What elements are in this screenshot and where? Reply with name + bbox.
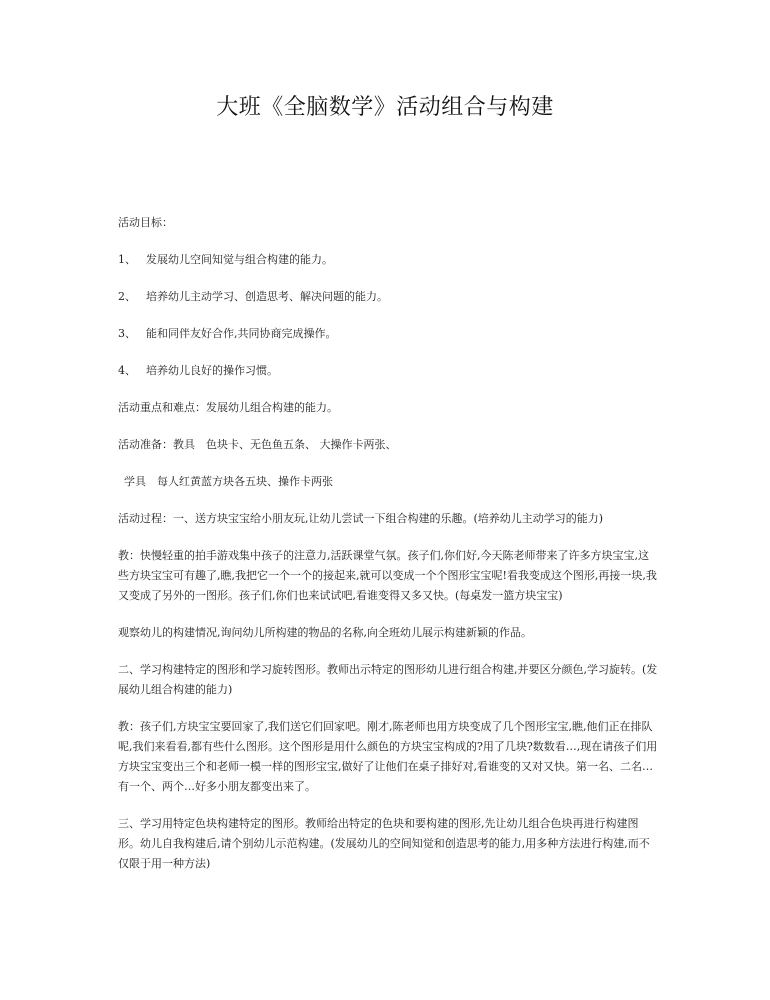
process-step-2: 二、学习构建特定的图形和学习旋转图形。教师出示特定的图形幼儿进行组合构建,并要区分颜色,学习旋转。(发展幼儿组合构建的能力) [118, 663, 658, 696]
goal-text: 培养幼儿良好的操作习惯。 [146, 364, 278, 377]
goal-item [118, 250, 658, 270]
preparation-teacher: 活动准备：教具 色块卡、无色鱼五条、 大操作卡两张、 [118, 438, 397, 451]
goal-heading: 活动目标： [118, 216, 173, 229]
goal-text: 能和同伴友好合作,共同协商完成操作。 [146, 327, 337, 340]
preparation-student: 学具 每人红黄蓝方块各五块、操作卡两张 [124, 475, 333, 488]
process-step-1: 活动过程：一、送方块宝宝给小朋友玩,让幼儿尝试一下组合构建的乐趣。(培养幼儿主动学习的能力) [118, 512, 604, 525]
process-step-3: 三、学习用特定色块构建特定的图形。教师给出特定的色块和要构建的图形,先让幼儿组合色块再进行构建图形。幼儿自我构建后,请个别幼儿示范构建。(发展幼儿的空间知觉和创造思考的能力,用多种方法进行构建,而不仅限于用一种方法) [118, 817, 650, 870]
goal-item [118, 287, 658, 307]
paragraph-teaching-1: 教：快慢轻重的拍手游戏集中孩子的注意力,活跃课堂气氛。孩子们,你们好,今天陈老师带来了许多方块宝宝,这些方块宝宝可有趣了,瞧,我把它一个一个的接起来,就可以变成一个个图形宝宝呢!看我变成这个图形,再接一块,我又变成了另外的一图形。孩子们,你们也来试试吧,看谁变得又多又快。(每桌发一篮方块宝宝) [118, 549, 657, 602]
goal-number: 3、 [118, 327, 136, 340]
key-points: 活动重点和难点：发展幼儿组合构建的能力。 [118, 401, 338, 414]
document-body [118, 213, 658, 891]
paragraph-observation: 观察幼儿的构建情况,询问幼儿所构建的物品的名称,向全班幼儿展示构建新颖的作品。 [118, 626, 532, 639]
goal-text: 发展幼儿空间知觉与组合构建的能力。 [146, 253, 333, 266]
document-title: 大班《全脑数学》活动组合与构建 [216, 95, 554, 120]
goal-number: 4、 [118, 364, 136, 377]
paragraph-teaching-2: 教：孩子们,方块宝宝要回家了,我们送它们回家吧。刚才,陈老师也用方块变成了几个图形宝宝,瞧,他们正在排队呢,我们来看看,都有些什么图形。这个图形是用什么颜色的方块宝宝构成的?用了几块?数数看…,现在请孩子们用方块宝宝变出三个和老师一模一样的图形宝宝,做好了让他们在桌子排好对,看谁变的又对又快。第一名、二名…有一个、两个…好多小朋友都变出来了。 [118, 720, 658, 793]
goal-item [118, 324, 658, 344]
goal-text: 培养幼儿主动学习、创造思考、解决问题的能力。 [146, 290, 388, 303]
goal-number: 2、 [118, 290, 136, 303]
goal-item [118, 361, 658, 381]
goal-number: 1、 [118, 253, 136, 266]
